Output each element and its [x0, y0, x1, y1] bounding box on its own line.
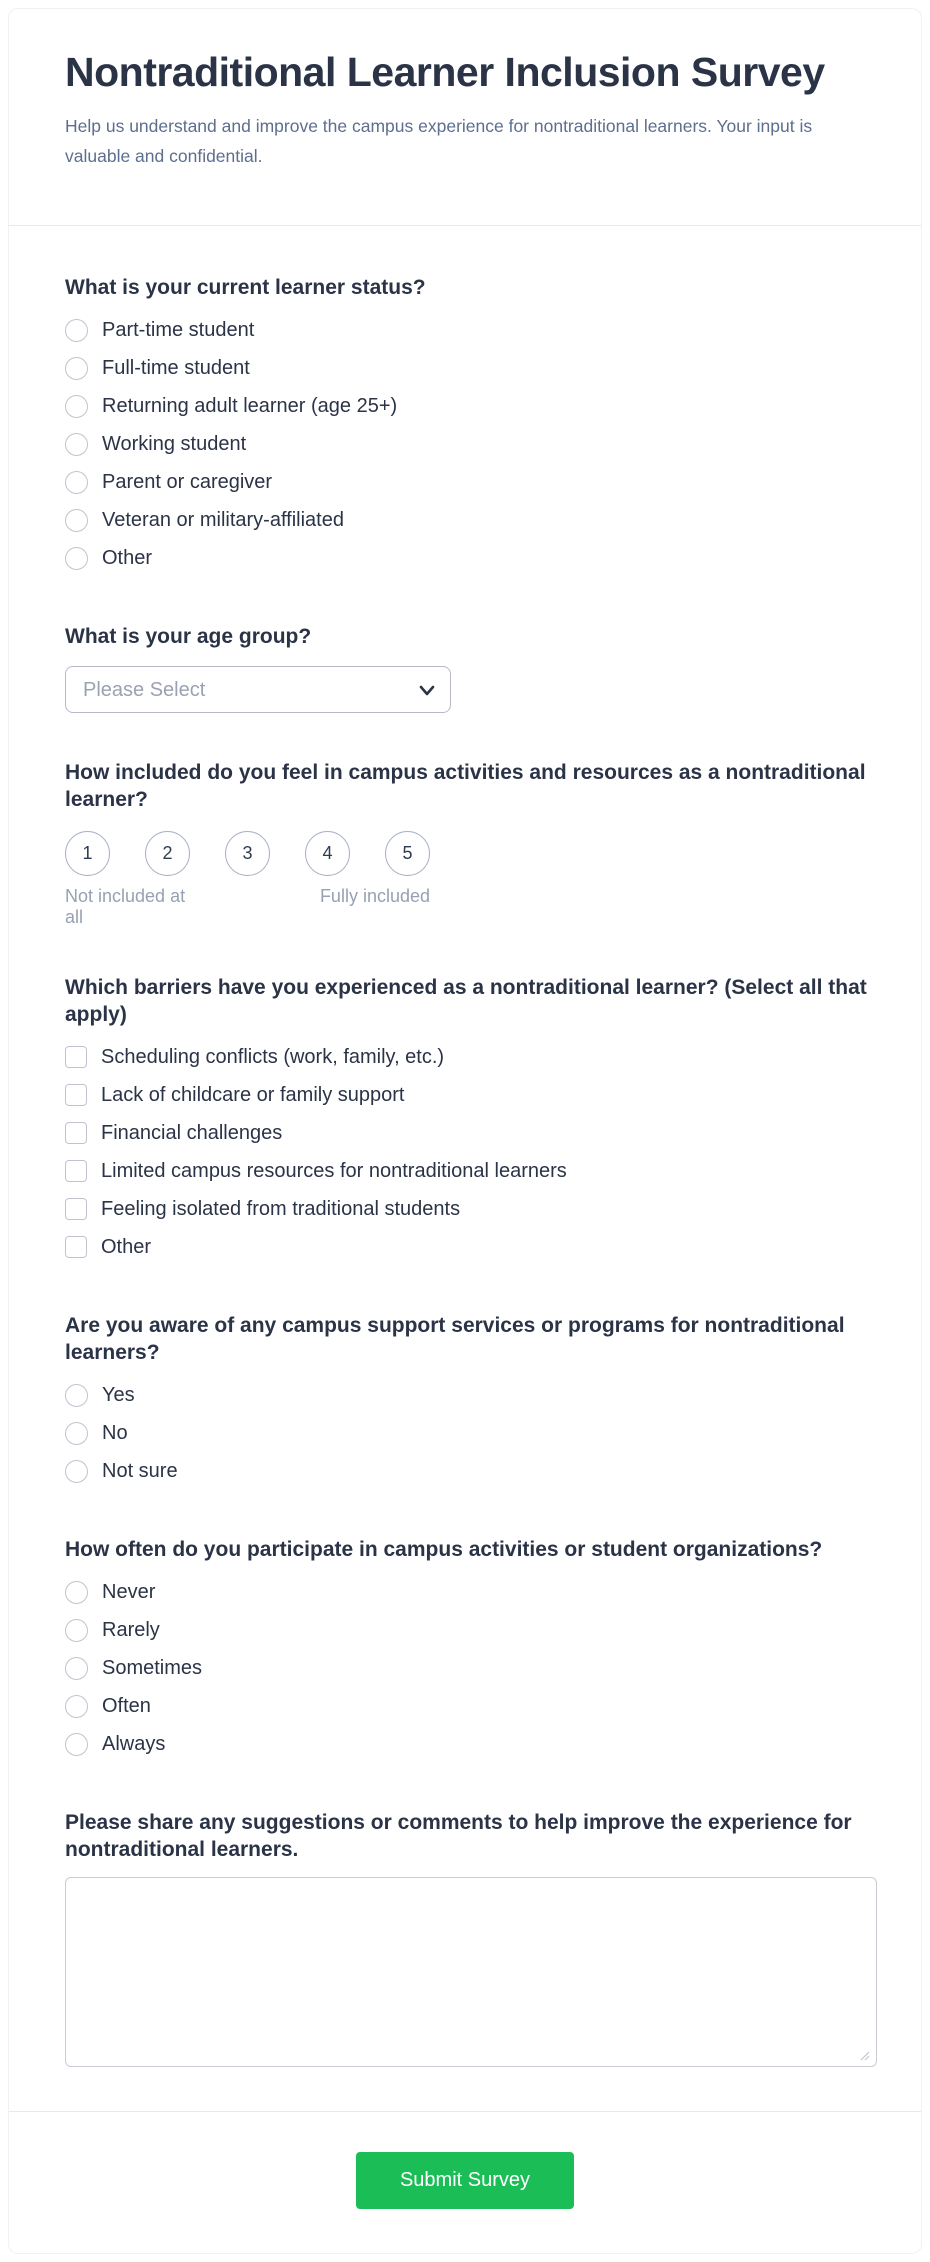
radio-option-full-time[interactable] [65, 349, 875, 387]
checkbox-group-barriers [65, 1038, 875, 1266]
radio-button-icon[interactable] [65, 1384, 88, 1407]
radio-button-icon[interactable] [65, 357, 88, 380]
radio-option-label[interactable]: Sometimes [102, 1656, 203, 1679]
radio-option-never[interactable] [65, 1573, 875, 1611]
scale-option-4[interactable]: 4 [305, 831, 350, 876]
checkbox-icon[interactable] [65, 1236, 87, 1258]
radio-option-label[interactable]: Yes [102, 1383, 135, 1406]
radio-button-icon[interactable] [65, 1695, 88, 1718]
radio-option-label[interactable]: Full-time student [102, 356, 250, 379]
radio-option-other[interactable] [65, 539, 875, 577]
radio-button-icon[interactable] [65, 471, 88, 494]
question-comments [65, 1809, 875, 2067]
survey-form-card [8, 8, 922, 2254]
scale-option-2[interactable]: 2 [145, 831, 190, 876]
radio-group-support-awareness [65, 1376, 875, 1490]
age-group-select[interactable] [65, 666, 451, 713]
checkbox-icon[interactable] [65, 1122, 87, 1144]
radio-option-label[interactable]: Not sure [102, 1459, 178, 1482]
form-body [9, 226, 921, 2111]
radio-option-label[interactable]: Rarely [102, 1618, 160, 1641]
question-label: Are you aware of any campus support services or programs for nontraditional learners? [65, 1314, 845, 1364]
question-support-awareness [65, 1312, 875, 1490]
radio-option-veteran[interactable] [65, 501, 875, 539]
form-title: Nontraditional Learner Inclusion Survey [65, 49, 825, 95]
checkbox-option-limited-resources[interactable] [65, 1152, 875, 1190]
checkbox-option-other[interactable] [65, 1228, 875, 1266]
radio-option-parent-caregiver[interactable] [65, 463, 875, 501]
radio-option-label[interactable]: Always [102, 1732, 166, 1755]
radio-option-label[interactable]: No [102, 1421, 128, 1444]
radio-group-learner-status [65, 311, 875, 577]
radio-option-label[interactable]: Part-time student [102, 318, 255, 341]
checkbox-icon[interactable] [65, 1084, 87, 1106]
radio-button-icon[interactable] [65, 1422, 88, 1445]
form-header [9, 9, 921, 225]
radio-option-no[interactable] [65, 1414, 875, 1452]
submit-survey-button[interactable]: Submit Survey [356, 2152, 574, 2209]
radio-button-icon[interactable] [65, 1581, 88, 1604]
question-age-group [65, 623, 875, 713]
radio-button-icon[interactable] [65, 319, 88, 342]
checkbox-icon[interactable] [65, 1198, 87, 1220]
scale-option-5[interactable]: 5 [385, 831, 430, 876]
scale-option-1[interactable]: 1 [65, 831, 110, 876]
radio-option-not-sure[interactable] [65, 1452, 875, 1490]
question-label: How often do you participate in campus activities or student organizations? [65, 1538, 823, 1561]
form-footer [9, 2111, 921, 2253]
resize-handle-icon[interactable] [858, 2049, 870, 2061]
question-label: Please share any suggestions or comments to help improve the experience for nontraditional learners. [65, 1811, 852, 1861]
question-label: What is your current learner status? [65, 276, 426, 299]
scale-min-label: Not included at all [65, 886, 186, 927]
checkbox-option-label[interactable]: Other [101, 1235, 152, 1258]
age-group-select-wrap [65, 666, 451, 713]
radio-option-sometimes[interactable] [65, 1649, 875, 1687]
radio-option-yes[interactable] [65, 1376, 875, 1414]
checkbox-option-label[interactable]: Scheduling conflicts (work, family, etc.) [101, 1045, 445, 1068]
radio-option-label[interactable]: Parent or caregiver [102, 470, 273, 493]
checkbox-option-financial[interactable] [65, 1114, 875, 1152]
checkbox-option-scheduling[interactable] [65, 1038, 875, 1076]
comments-textarea[interactable] [65, 1877, 877, 2067]
radio-button-icon[interactable] [65, 433, 88, 456]
checkbox-option-label[interactable]: Lack of childcare or family support [101, 1083, 405, 1106]
question-barriers [65, 974, 875, 1266]
question-label: How included do you feel in campus activities and resources as a nontraditional learner? [65, 761, 866, 811]
radio-option-label[interactable]: Other [102, 546, 153, 569]
radio-button-icon[interactable] [65, 547, 88, 570]
form-subtitle: Help us understand and improve the campus experience for nontraditional learners. Your input is valuable and confidential. [65, 116, 813, 166]
radio-button-icon[interactable] [65, 395, 88, 418]
question-participation-frequency [65, 1536, 875, 1763]
question-label: Which barriers have you experienced as a nontraditional learner? (Select all that apply) [65, 976, 867, 1026]
checkbox-icon[interactable] [65, 1046, 87, 1068]
radio-option-part-time[interactable] [65, 311, 875, 349]
radio-option-working-student[interactable] [65, 425, 875, 463]
checkbox-option-childcare[interactable] [65, 1076, 875, 1114]
radio-option-label[interactable]: Returning adult learner (age 25+) [102, 394, 398, 417]
scale-option-3[interactable]: 3 [225, 831, 270, 876]
radio-button-icon[interactable] [65, 509, 88, 532]
radio-button-icon[interactable] [65, 1657, 88, 1680]
radio-option-rarely[interactable] [65, 1611, 875, 1649]
radio-option-label[interactable]: Working student [102, 432, 247, 455]
radio-option-label[interactable]: Often [102, 1694, 151, 1717]
scale-max-label: Fully included [319, 886, 430, 906]
radio-button-icon[interactable] [65, 1733, 88, 1756]
radio-group-participation [65, 1573, 875, 1763]
question-inclusion-scale [65, 759, 875, 928]
comments-textarea-wrap [65, 1877, 875, 2067]
radio-option-label[interactable]: Never [102, 1580, 156, 1603]
checkbox-option-isolation[interactable] [65, 1190, 875, 1228]
radio-option-always[interactable] [65, 1725, 875, 1763]
question-label: What is your age group? [65, 625, 312, 648]
radio-button-icon[interactable] [65, 1619, 88, 1642]
scale-endpoint-labels [65, 886, 430, 928]
checkbox-option-label[interactable]: Financial challenges [101, 1121, 283, 1144]
question-learner-status [65, 274, 875, 577]
radio-option-often[interactable] [65, 1687, 875, 1725]
radio-option-returning-adult[interactable] [65, 387, 875, 425]
radio-option-label[interactable]: Veteran or military-affiliated [102, 508, 344, 531]
linear-scale [65, 831, 875, 876]
checkbox-option-label[interactable]: Feeling isolated from traditional students [101, 1197, 461, 1220]
radio-button-icon[interactable] [65, 1460, 88, 1483]
checkbox-option-label[interactable]: Limited campus resources for nontraditional learners [101, 1159, 567, 1182]
checkbox-icon[interactable] [65, 1160, 87, 1182]
